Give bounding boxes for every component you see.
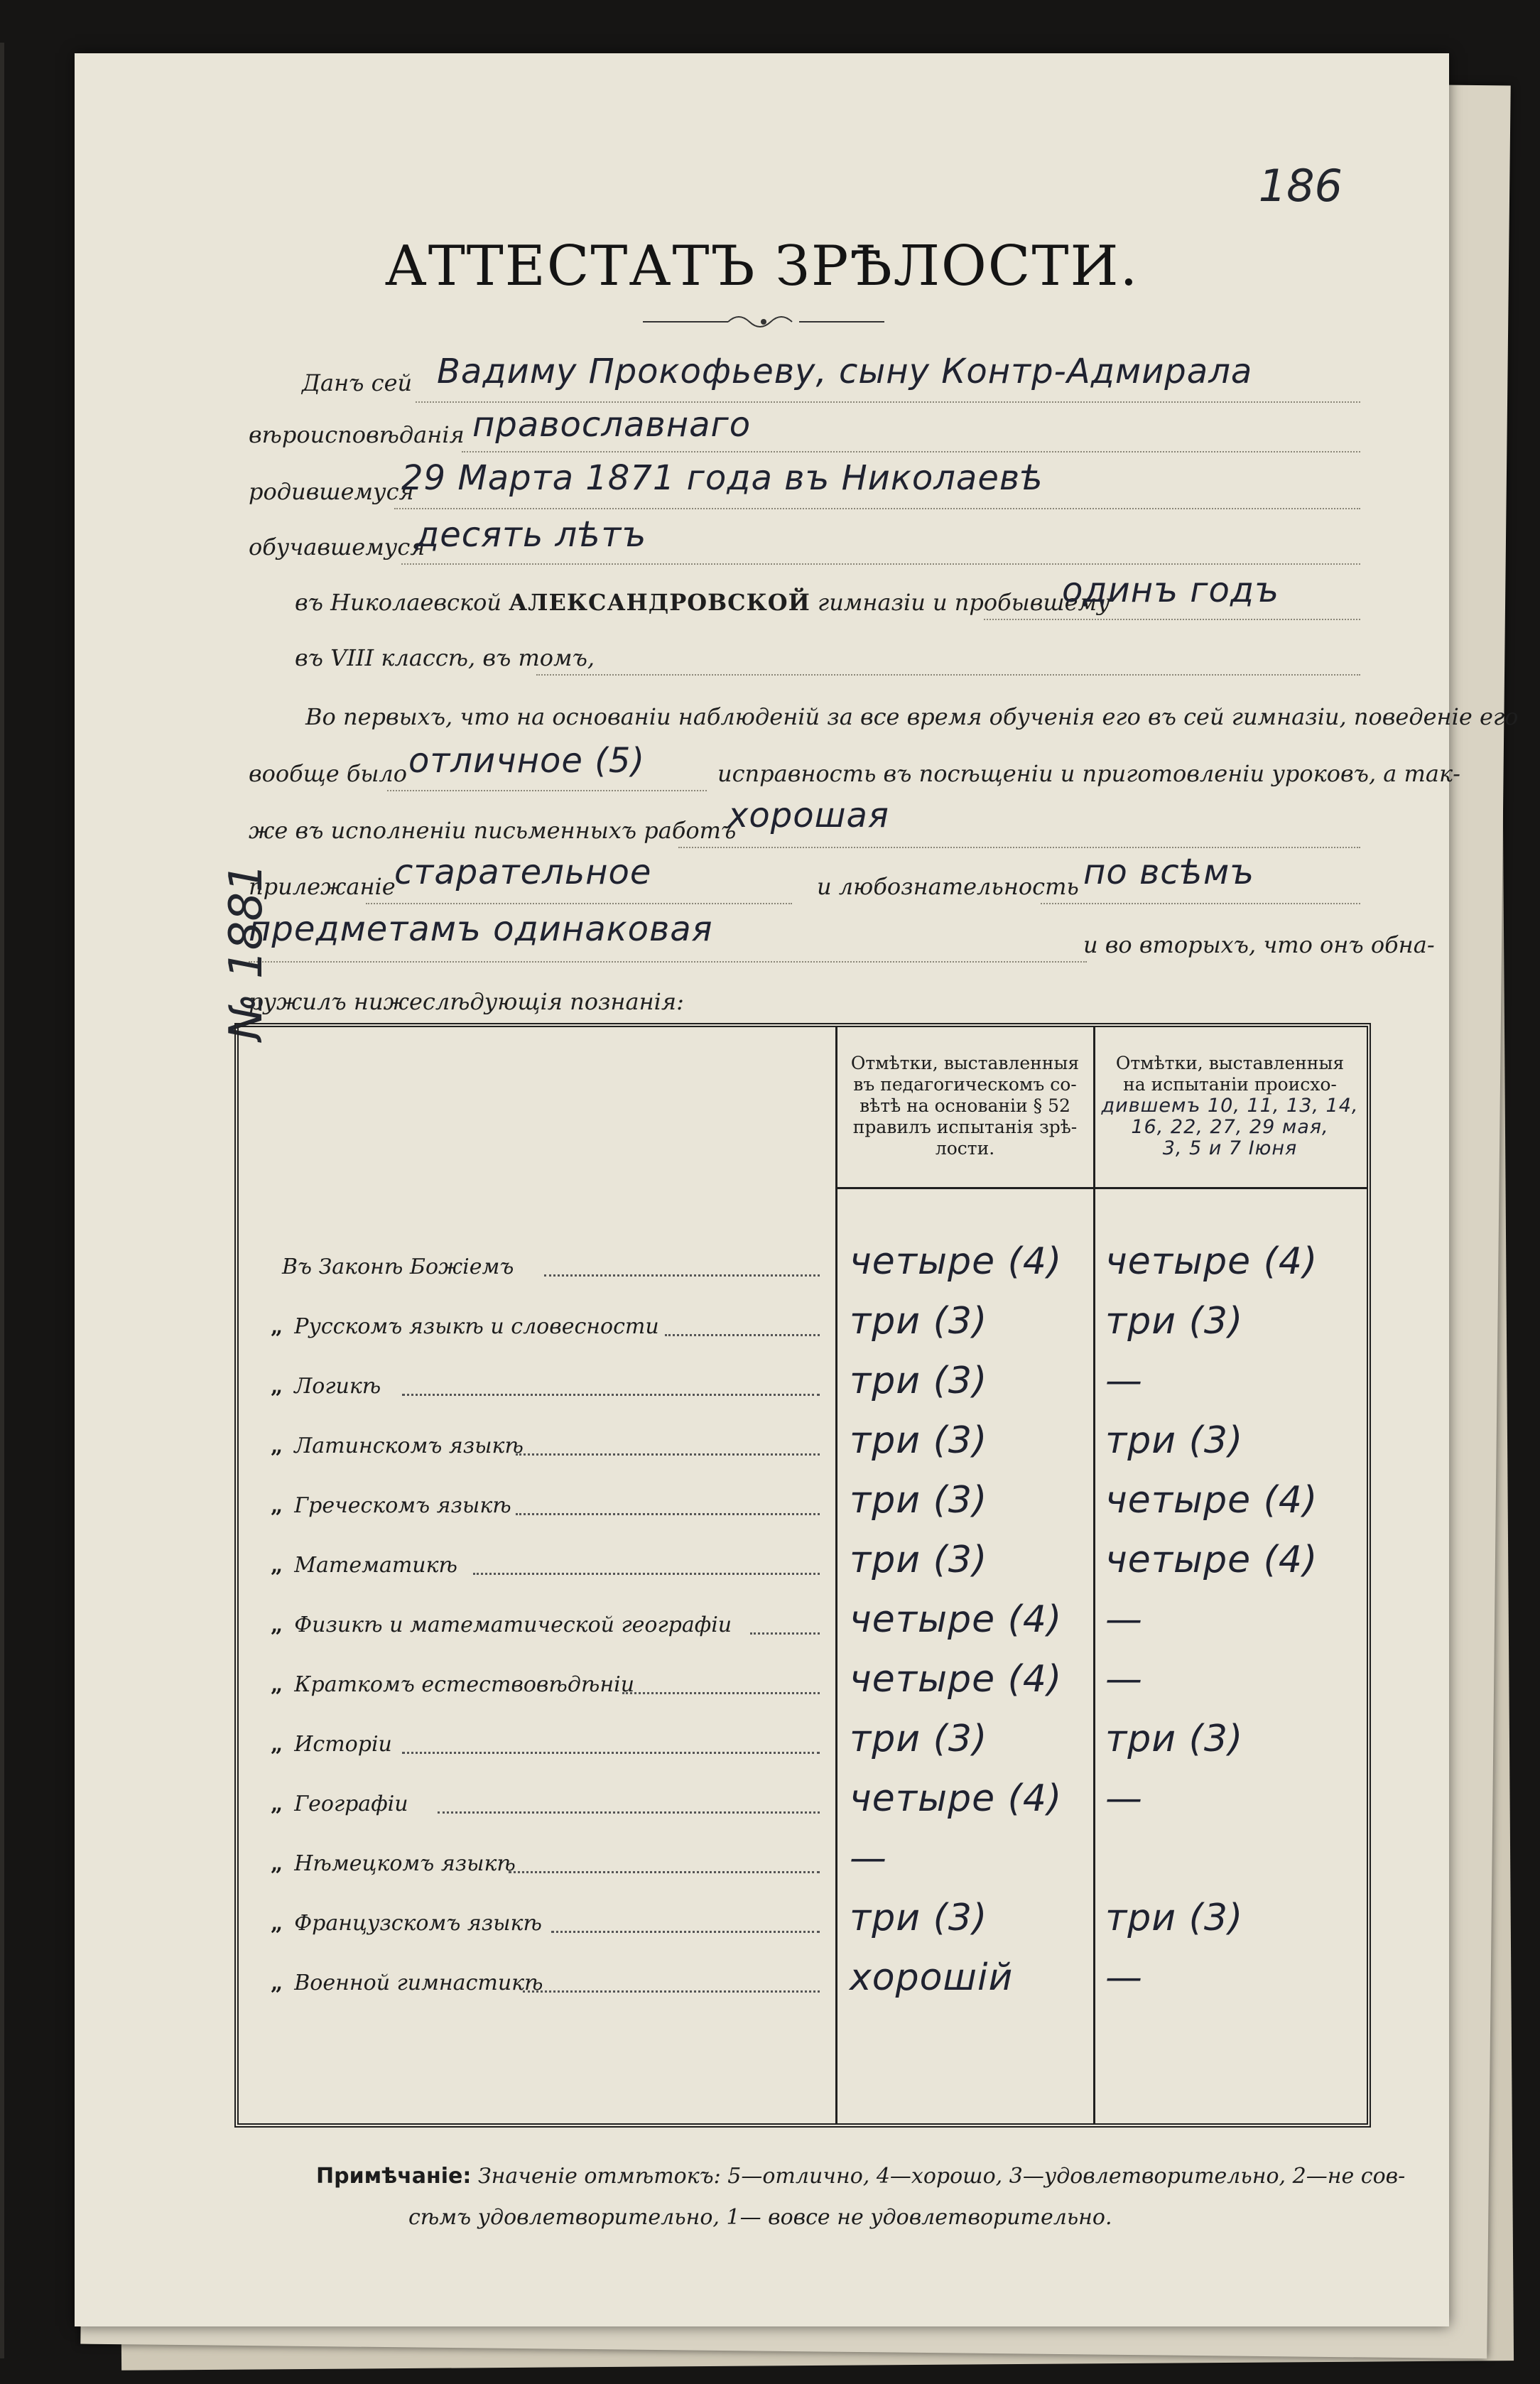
written-label: же въ исполненіи письменныхъ работъ [249, 817, 737, 844]
fill-line [678, 847, 1360, 848]
table-row [239, 1777, 1367, 1837]
leader-dots [665, 1334, 820, 1336]
subject-name [271, 1314, 659, 1339]
council-mark: три (3) [850, 1419, 988, 1462]
page-number: 186 [1258, 160, 1343, 212]
subject-name [271, 1553, 457, 1578]
leader-dots [516, 1513, 820, 1515]
exam-mark: — [1105, 1956, 1143, 1999]
table-row [239, 1837, 1367, 1897]
council-mark: четыре (4) [850, 1658, 1063, 1701]
subject-name [271, 1493, 511, 1518]
ditto-mark: „ [271, 1851, 283, 1876]
header-line: лости. [935, 1138, 995, 1159]
council-mark: три (3) [850, 1897, 988, 1939]
ditto-mark: „ [271, 1374, 283, 1399]
fill-line [387, 790, 707, 791]
subject-label: Русскомъ языкѣ и словесности [294, 1314, 659, 1339]
exam-mark: четыре (4) [1105, 1479, 1318, 1522]
document-title: АТТЕСТАТЪ ЗРѢЛОСТИ. [384, 234, 1139, 298]
subject-label: Исторіи [294, 1732, 392, 1757]
ditto-mark: „ [271, 1792, 283, 1816]
table-row [239, 1598, 1367, 1658]
council-mark: четыре (4) [850, 1777, 1063, 1820]
secondly-text: и во вторыхъ, что онъ обна- [1083, 931, 1435, 958]
exam-mark: — [1105, 1777, 1143, 1820]
exam-mark: три (3) [1105, 1300, 1244, 1343]
header-divider [835, 1187, 1367, 1189]
council-mark: три (3) [850, 1360, 988, 1402]
council-mark: три (3) [850, 1479, 988, 1522]
subject-label: Географіи [294, 1792, 408, 1816]
table-row [239, 1956, 1367, 2016]
religion-value: православнаго [472, 405, 752, 445]
behavior-label: вообще было [249, 760, 408, 787]
exam-mark: четыре (4) [1105, 1240, 1318, 1283]
firstly-text: Во первыхъ, что на основаніи наблюденій за все время обученія его въ сей гимназіи, поведеніе его [305, 703, 1519, 730]
subject-name [271, 1374, 381, 1399]
born-value: 29 Марта 1871 года въ Николаевѣ [401, 458, 1044, 498]
fill-line [416, 401, 1360, 403]
table-row [239, 1240, 1367, 1300]
fill-line [1041, 903, 1360, 904]
note-line-2: сѣмъ удовлетворительно, 1— вовсе не удовлетворительно. [408, 2205, 1112, 2230]
table-row [239, 1479, 1367, 1539]
ditto-mark: „ [271, 1971, 283, 1995]
grades-table [234, 1023, 1371, 2128]
written-value: хорошая [728, 796, 889, 835]
gymnasium-prefix: въ Николаевской [295, 589, 501, 616]
effort-value: старательное [394, 852, 652, 892]
given-value: Вадиму Прокофьеву, сыну Контр-Адмирала [437, 352, 1253, 391]
gymnasium-suffix: гимназіи и пробывшему [818, 589, 1110, 616]
subject-name [271, 1434, 524, 1458]
subject-label: Логикѣ [294, 1374, 381, 1399]
ditto-mark: „ [271, 1613, 283, 1637]
header-line: правилъ испытанія зрѣ- [852, 1117, 1078, 1137]
leader-dots [523, 1990, 820, 1993]
header-line: Отмѣтки, выставленныя [1115, 1053, 1345, 1073]
exam-mark: четыре (4) [1105, 1539, 1318, 1581]
subject-label: Въ Законѣ Божіемъ [282, 1255, 514, 1279]
subject-label: Французскомъ языкѣ [294, 1911, 542, 1936]
table-row [239, 1419, 1367, 1479]
diligence-text: исправность въ посѣщеніи и приготовленіи уроковъ, а так- [717, 760, 1460, 787]
certificate-page [75, 53, 1519, 2326]
council-mark: три (3) [850, 1300, 988, 1343]
subject-label: Греческомъ языкѣ [294, 1493, 511, 1518]
header-line: Отмѣтки, выставленныя [850, 1053, 1080, 1073]
header-line: 16, 22, 27, 29 мая, [1131, 1116, 1329, 1138]
curiosity-label: и любознательность [817, 873, 1079, 900]
exam-mark: — [1105, 1598, 1143, 1641]
grading-note [316, 2156, 1453, 2238]
subjects-value: предметамъ одинаковая [249, 909, 713, 949]
ditto-mark: „ [271, 1314, 283, 1339]
leader-dots [551, 1931, 820, 1933]
binding-edge [0, 43, 4, 2358]
leader-dots [402, 1752, 820, 1754]
revealed-text: ружилъ нижеслѣдующія познанія: [249, 988, 684, 1015]
fill-line [366, 903, 792, 904]
title-ornament [643, 308, 884, 336]
subject-label: Латинскомъ языкѣ [294, 1434, 524, 1458]
subject-label: Краткомъ естествовѣдѣніи [294, 1672, 635, 1697]
registration-number: № 1881 [220, 863, 273, 1041]
leader-dots [544, 1274, 820, 1277]
note-label: Примѣчаніе: [316, 2164, 472, 2189]
subject-name [271, 1732, 392, 1757]
fill-line [984, 619, 1360, 620]
behavior-value: отличное (5) [408, 741, 646, 781]
born-label: родившемуся [249, 478, 414, 505]
subject-label: Математикѣ [294, 1553, 457, 1578]
subject-name [271, 1613, 732, 1637]
subject-name [271, 1672, 634, 1697]
header-line: 3, 5 и 7 Іюня [1162, 1137, 1298, 1159]
header-line: дившемъ 10, 11, 13, 14, [1101, 1095, 1359, 1117]
religion-label: вѣроисповѣданія [249, 421, 465, 448]
stay-value: одинъ годъ [1062, 570, 1279, 610]
subject-name [271, 1255, 514, 1279]
header-line: въ педагогическомъ со- [853, 1074, 1077, 1095]
table-row [239, 1360, 1367, 1419]
studied-value: десять лѣтъ [416, 515, 647, 555]
given-label: Данъ сей [302, 369, 413, 396]
council-mark: хорошій [850, 1956, 1014, 1999]
gymnasium-name: АЛЕКСАНДРОВСКОЙ [509, 589, 810, 616]
gymnasium-line [295, 589, 1110, 616]
subject-label: Физикѣ и математической географіи [294, 1613, 732, 1637]
exam-mark: три (3) [1105, 1718, 1244, 1760]
fill-line [462, 451, 1360, 453]
ditto-mark: „ [271, 1553, 283, 1578]
council-mark: три (3) [850, 1718, 988, 1760]
fill-line [394, 508, 1360, 509]
fill-line [401, 563, 1360, 565]
exam-mark: три (3) [1105, 1419, 1244, 1462]
table-row [239, 1718, 1367, 1777]
ditto-mark: „ [271, 1493, 283, 1518]
table-row [239, 1897, 1367, 1956]
leader-dots [402, 1394, 820, 1396]
council-marks-header [839, 1053, 1091, 1159]
ditto-mark: „ [271, 1434, 283, 1458]
leader-dots [516, 1453, 820, 1456]
subject-name [271, 1851, 516, 1876]
leader-dots [622, 1692, 820, 1694]
note-line-1: Значеніе отмѣтокъ: 5—отлично, 4—хорошо, 3—удовлетворительно, 2—не сов- [477, 2164, 1406, 2189]
subject-label: Нѣмецкомъ языкѣ [294, 1851, 516, 1876]
table-row [239, 1658, 1367, 1718]
exam-mark: — [1105, 1360, 1143, 1402]
leader-dots [509, 1871, 820, 1873]
subject-label: Военной гимнастикѣ [294, 1971, 543, 1995]
leader-dots [473, 1573, 820, 1575]
council-mark: — [850, 1837, 887, 1880]
curiosity-value: по всѣмъ [1083, 852, 1255, 892]
ditto-mark: „ [271, 1911, 283, 1936]
table-row [239, 1539, 1367, 1598]
class-text: въ VIII классѣ, въ томъ, [295, 644, 595, 671]
effort-label: прилежаніе [249, 873, 396, 900]
header-line: вѣтѣ на основаніи § 52 [860, 1095, 1070, 1116]
exam-mark: — [1105, 1658, 1143, 1701]
header-line: на испытаніи происхо- [1123, 1074, 1337, 1095]
ditto-mark: „ [271, 1732, 283, 1757]
fill-line [249, 961, 1087, 963]
leader-dots [438, 1811, 820, 1814]
fill-line [536, 674, 1360, 676]
council-mark: четыре (4) [850, 1240, 1063, 1283]
table-row [239, 1300, 1367, 1360]
ditto-mark: „ [271, 1672, 283, 1697]
exam-mark: три (3) [1105, 1897, 1244, 1939]
leader-dots [750, 1632, 820, 1635]
studied-label: обучавшемуся [249, 533, 425, 560]
council-mark: четыре (4) [850, 1598, 1063, 1641]
exam-marks-header [1097, 1053, 1363, 1159]
subject-name [271, 1971, 543, 1995]
subject-name [271, 1792, 408, 1816]
council-mark: три (3) [850, 1539, 988, 1581]
subject-name [271, 1911, 542, 1936]
